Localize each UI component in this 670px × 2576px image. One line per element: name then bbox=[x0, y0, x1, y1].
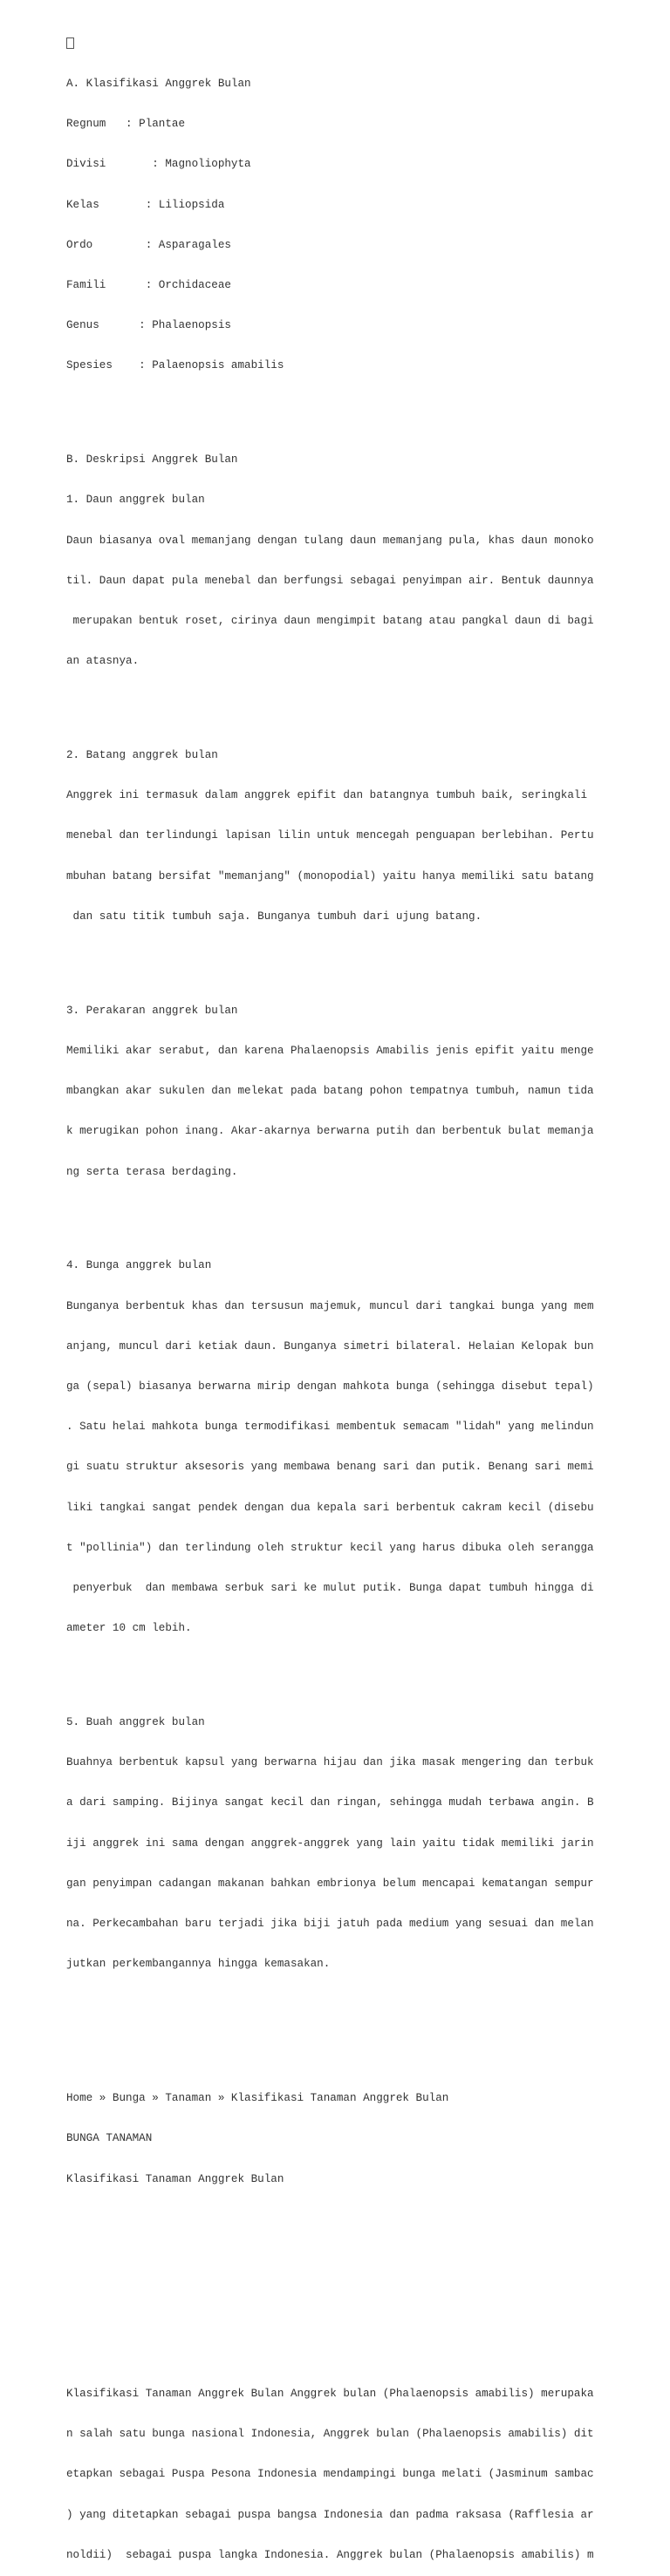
section-text-line: gan penyimpan cadangan makanan bahkan embrionya belum mencapai kematangan sempur bbox=[66, 1877, 594, 1890]
category-label: BUNGA TANAMAN bbox=[66, 2132, 153, 2145]
section-text-line: menebal dan terlindungi lapisan lilin untuk mencegah penguapan berlebihan. Pertu bbox=[66, 829, 594, 842]
section-text-line: Buahnya berbentuk kapsul yang berwarna hijau dan jika masak mengering dan terbuk bbox=[66, 1756, 594, 1769]
section-text-line: na. Perkecambahan baru terjadi jika biji jatuh pada medium yang sesuai dan melan bbox=[66, 1917, 594, 1930]
section-text-line: ga (sepal) biasanya berwarna mirip dengan mahkota bunga (sehingga disebut tepal) bbox=[66, 1380, 594, 1393]
section-text-line: a dari samping. Bijinya sangat kecil dan ringan, sehingga mudah terbawa angin. B bbox=[66, 1796, 594, 1809]
section-title: 4. Bunga anggrek bulan bbox=[66, 1259, 212, 1272]
section-text-line: t "pollinia") dan terlindung oleh struktur kecil yang harus dibuka oleh serangga bbox=[66, 1541, 594, 1554]
section-text-line: gi suatu struktur aksesoris yang membawa benang sari dan putik. Benang sari memi bbox=[66, 1461, 594, 1474]
section-text-line: mbuhan batang bersifat "memanjang" (monopodial) yaitu hanya memiliki satu batang bbox=[66, 869, 594, 883]
section-text-line: an atasnya. bbox=[66, 655, 140, 668]
section-text-line: ameter 10 cm lebih. bbox=[66, 1622, 192, 1635]
classification-line: Divisi : Magnoliophyta bbox=[66, 158, 251, 171]
section-title: 3. Perakaran anggrek bulan bbox=[66, 1004, 238, 1017]
description-heading: B. Deskripsi Anggrek Bulan bbox=[66, 453, 238, 467]
classification-heading: A. Klasifikasi Anggrek Bulan bbox=[66, 78, 251, 91]
classification-line: Genus : Phalaenopsis bbox=[66, 319, 231, 332]
classification-line: Kelas : Liliopsida bbox=[66, 198, 225, 211]
article-text-line: n salah satu bunga nasional Indonesia, Anggrek bulan (Phalaenopsis amabilis) dit bbox=[66, 2428, 594, 2441]
article-text-line: Klasifikasi Tanaman Anggrek Bulan Anggrek bulan (Phalaenopsis amabilis) merupaka bbox=[66, 2388, 594, 2401]
section-text-line: til. Daun dapat pula menebal dan berfungsi sebagai penyimpan air. Bentuk daunnya bbox=[66, 574, 594, 587]
classification-line: Spesies : Palaenopsis amabilis bbox=[66, 359, 284, 372]
section-text-line: liki tangkai sangat pendek dengan dua kepala sari berbentuk cakram kecil (disebu bbox=[66, 1501, 594, 1514]
section-title: 5. Buah anggrek bulan bbox=[66, 1715, 205, 1728]
article-text-line: etapkan sebagai Puspa Pesona Indonesia mendampingi bunga melati (Jasminum sambac bbox=[66, 2468, 594, 2481]
section-text-line: anjang, muncul dari ketiak daun. Bunganya simetri bilateral. Helaian Kelopak bun bbox=[66, 1339, 594, 1353]
section-text-line: Bunganya berbentuk khas dan tersusun majemuk, muncul dari tangkai bunga yang mem bbox=[66, 1299, 594, 1312]
section-text-line: jutkan perkembangannya hingga kemasakan. bbox=[66, 1958, 331, 1971]
breadcrumb: Home » Bunga » Tanaman » Klasifikasi Tanaman Anggrek Bulan bbox=[66, 2092, 449, 2105]
section-text-line: Memiliki akar serabut, dan karena Phalaenopsis Amabilis jenis epifit yaitu menge bbox=[66, 1044, 594, 1057]
classification-line: Famili : Orchidaceae bbox=[66, 279, 231, 292]
article-title: Klasifikasi Tanaman Anggrek Bulan bbox=[66, 2172, 284, 2185]
section-text-line: ng serta terasa berdaging. bbox=[66, 1165, 238, 1178]
section-text-line: merupakan bentuk roset, cirinya daun mengimpit batang atau pangkal daun di bagi bbox=[66, 615, 594, 628]
section-title: 1. Daun anggrek bulan bbox=[66, 494, 205, 507]
section-text-line: Daun biasanya oval memanjang dengan tulang daun memanjang pula, khas daun monoko bbox=[66, 534, 594, 547]
missing-glyph-icon bbox=[66, 37, 660, 51]
section-text-line: k merugikan pohon inang. Akar-akarnya berwarna putih dan berbentuk bulat memanja bbox=[66, 1125, 594, 1138]
article-text-line: noldii) sebagai puspa langka Indonesia. Anggrek bulan (Phalaenopsis amabilis) m bbox=[66, 2548, 594, 2561]
section-text-line: dan satu titik tumbuh saja. Bunganya tumbuh dari ujung batang. bbox=[66, 910, 482, 923]
section-text-line: . Satu helai mahkota bunga termodifikasi membentuk semacam "lidah" yang melindun bbox=[66, 1421, 594, 1434]
document-text bbox=[66, 10, 660, 2576]
classification-line: Ordo : Asparagales bbox=[66, 238, 231, 251]
section-text-line: mbangkan akar sukulen dan melekat pada batang pohon tempatnya tumbuh, namun tida bbox=[66, 1085, 594, 1098]
article-text-line: ) yang ditetapkan sebagai puspa bangsa Indonesia dan padma raksasa (Rafflesia ar bbox=[66, 2508, 594, 2521]
section-text-line: iji anggrek ini sama dengan anggrek-anggrek yang lain yaitu tidak memiliki jarin bbox=[66, 1837, 594, 1850]
section-title: 2. Batang anggrek bulan bbox=[66, 749, 218, 762]
section-text-line: Anggrek ini termasuk dalam anggrek epifit dan batangnya tumbuh baik, seringkali bbox=[66, 789, 588, 802]
classification-line: Regnum : Plantae bbox=[66, 118, 186, 131]
section-text-line: penyerbuk dan membawa serbuk sari ke mulut putik. Bunga dapat tumbuh hingga di bbox=[66, 1581, 594, 1594]
